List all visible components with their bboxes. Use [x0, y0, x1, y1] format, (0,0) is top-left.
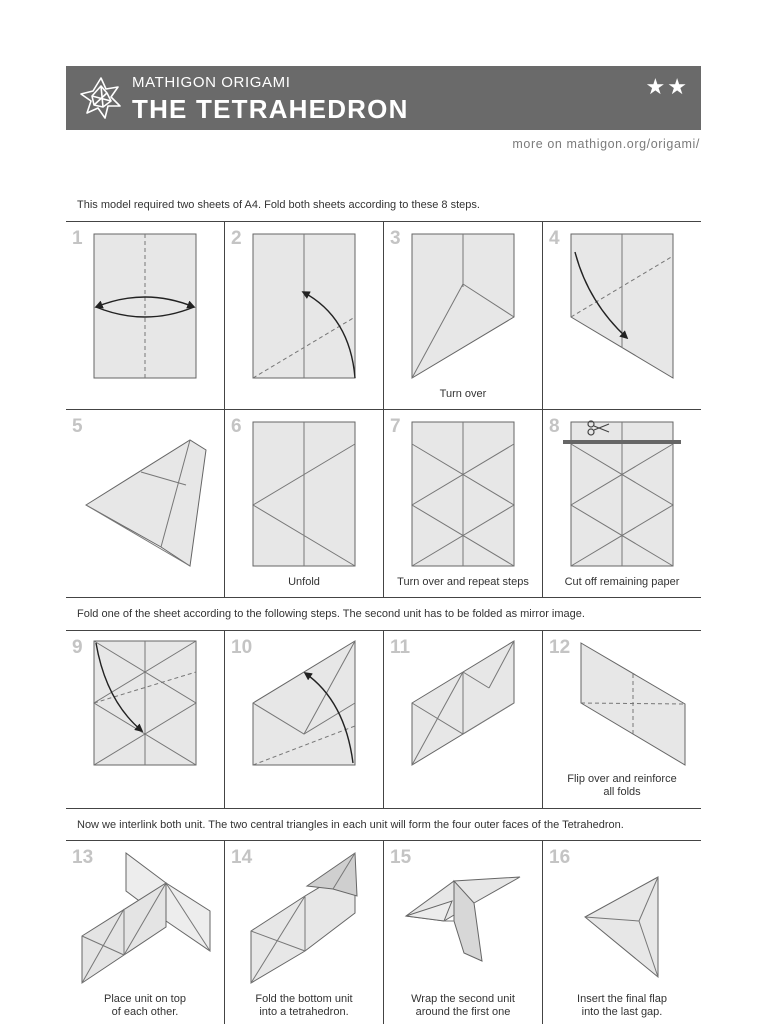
step-number: 9: [72, 637, 83, 658]
step-number: 13: [72, 847, 94, 868]
step-caption: Place unit on top of each other.: [104, 993, 186, 1018]
step-number: 6: [231, 416, 242, 437]
step-number: 4: [549, 228, 560, 249]
step-caption: Turn over: [439, 388, 487, 400]
step-5-diagram: [66, 410, 224, 597]
origami-star-logo-icon: [78, 75, 124, 121]
step-caption: Insert the final flap into the last gap.: [577, 993, 667, 1018]
step-9-diagram: [66, 631, 224, 808]
step-number: 15: [390, 847, 412, 868]
brand-name: MATHIGON ORIGAMI: [132, 74, 291, 91]
page-header: [66, 66, 701, 130]
step-number: 10: [231, 637, 253, 658]
step-caption: Fold the bottom unit into a tetrahedron.: [255, 993, 353, 1018]
step-14: [225, 841, 383, 1024]
page-title: THE TETRAHEDRON: [132, 94, 409, 124]
step-8-diagram: [543, 410, 701, 597]
step-9: [66, 631, 224, 808]
step-caption: Cut off remaining paper: [564, 576, 680, 588]
section-2-intro: Fold one of the sheet according to the following steps. The second unit has to be folded as mirror image.: [77, 608, 585, 620]
step-6-diagram: [225, 410, 383, 597]
step-number: 16: [549, 847, 571, 868]
step-11-diagram: [384, 631, 542, 808]
step-caption: Wrap the second unit around the first one: [411, 993, 515, 1018]
step-7: [384, 410, 542, 597]
step-caption: Turn over and repeat steps: [397, 576, 529, 588]
step-number: 3: [390, 228, 401, 249]
section-1-intro: This model required two sheets of A4. Fold both sheets according to these 8 steps.: [77, 199, 480, 211]
step-6: [225, 410, 383, 597]
step-caption: Unfold: [288, 576, 320, 588]
step-caption: Flip over and reinforce all folds: [567, 773, 677, 798]
step-2-diagram: [225, 222, 383, 409]
step-number: 12: [549, 637, 571, 658]
step-2: [225, 222, 383, 409]
step-number: 8: [549, 416, 560, 437]
step-12: [543, 631, 701, 808]
step-number: 5: [72, 416, 83, 437]
step-3-diagram: [384, 222, 542, 409]
section-3-intro: Now we interlink both unit. The two central triangles in each unit will form the four outer faces of the Tetrahedron.: [77, 819, 624, 831]
step-16: [543, 841, 701, 1024]
step-4: [543, 222, 701, 409]
step-number: 2: [231, 228, 242, 249]
step-1-diagram: [66, 222, 224, 409]
step-number: 14: [231, 847, 253, 868]
step-4-diagram: [543, 222, 701, 409]
step-8: [543, 410, 701, 597]
step-1: [66, 222, 224, 409]
step-7-diagram: [384, 410, 542, 597]
step-number: 7: [390, 416, 401, 437]
difficulty-stars: ★★: [645, 74, 689, 99]
mathigon-link[interactable]: more on mathigon.org/origami/: [512, 137, 700, 151]
step-15: [384, 841, 542, 1024]
step-number: 11: [390, 637, 411, 658]
step-10-diagram: [225, 631, 383, 808]
step-number: 1: [72, 228, 83, 249]
step-10: [225, 631, 383, 808]
step-13: [66, 841, 224, 1024]
step-3: [384, 222, 542, 409]
step-11: [384, 631, 542, 808]
step-5: [66, 410, 224, 597]
